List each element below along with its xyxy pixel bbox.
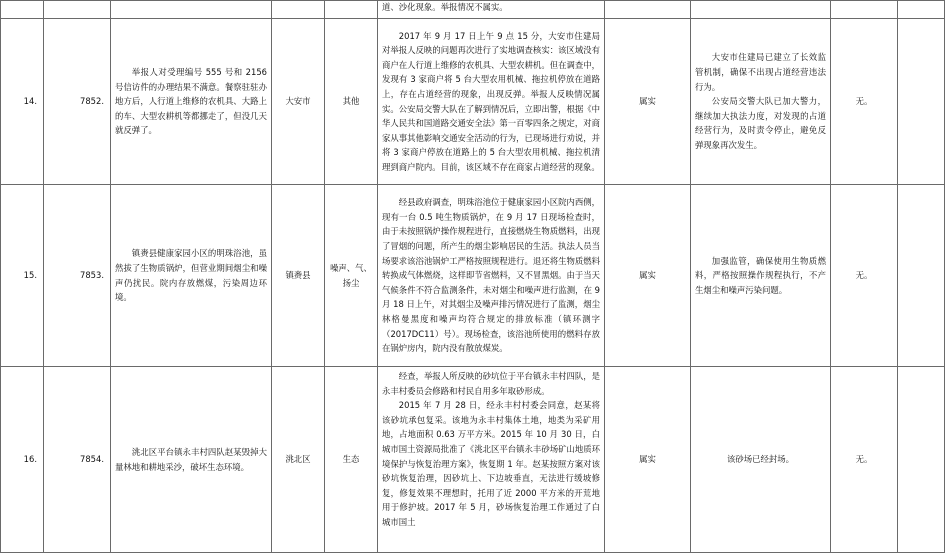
city-cell bbox=[272, 1, 325, 19]
investigation-tail: 道、沙化现象。举报情况不属实。 bbox=[382, 2, 508, 12]
city-cell: 洮北区 bbox=[272, 367, 325, 553]
measure-text: 公安局交警大队已加大警力，继续加大执法力度，对发现的占道经营行为，及时责令停止，避免反弹现象再次发生。 bbox=[695, 96, 826, 150]
measures-cell bbox=[691, 367, 831, 553]
investigation-cell bbox=[378, 367, 605, 553]
table-row bbox=[1, 19, 945, 185]
extra-cell bbox=[898, 1, 945, 19]
complaint-cell bbox=[111, 367, 272, 553]
truth-cell: 属实 bbox=[605, 367, 691, 553]
id-cell: 7854. bbox=[44, 367, 111, 553]
investigation-text: 经县政府调查，明珠浴池位于健康家园小区院内西侧，现有一台 0.5 吨生物质锅炉，在 9 月 17 日现场检查时，由于未按照锅炉操作规程进行，直接燃烧生物质燃料，出现了冒烟的问题，所产生的烟尘影响居民的生活。执法人员当场要求该浴池锅炉工严格按照规程进行。退还将生物质燃料转换成气体燃烧，这样即节省燃料，又不冒黑烟。由于当天气候条件不符合监测条件，未对烟尘和噪声进行监测，在 9 月 18 日上午，对其烟尘及噪声排污情况进行了监测，烟尘林格曼黑度和噪声均符合规定的排放标准（镇环测字（2017DC11）号）。现场检查，该浴池所使用的燃料存放在锅炉房内，院内没有散放煤炭。 bbox=[382, 197, 600, 354]
table-row-top bbox=[1, 1, 945, 19]
category-cell bbox=[325, 1, 378, 19]
investigation-cell bbox=[378, 185, 605, 367]
table-row bbox=[1, 367, 945, 553]
measures-cell bbox=[691, 185, 831, 367]
truth-cell: 属实 bbox=[605, 19, 691, 185]
measures-cell bbox=[691, 1, 831, 19]
category-cell: 噪声、气、扬尘 bbox=[325, 185, 378, 367]
complaint-cell bbox=[111, 19, 272, 185]
investigation-text: 2015 年 7 月 28 日，经永丰村村委会同意，赵某将该砂坑承包复采。该地为永丰村集体土地，地类为采矿用地，占地面积 0.63 万平方米。2015 年 10 月 30 日，白城市国土资源局批准了《洮北区平台镇永丰砂场矿山地质环境保护与恢复治理方案》，恢复期 1 年。赵某按照方案对该砂坑恢复治理，因砂坑上、下边坡垂直，无法进行缓坡修复，修复效果不理想时，托用了近 2000 平方米的开荒地用于修护坡。2017 年 5 月，砂场恢复治理工作通过了白城市国土 bbox=[382, 400, 600, 527]
seq-cell: 15. bbox=[1, 185, 44, 367]
extra-cell bbox=[898, 185, 945, 367]
accountability-cell: 无。 bbox=[831, 19, 898, 185]
investigation-text: 2017 年 9 月 17 日上午 9 点 15 分，大安市住建局对举报人反映的问题再次进行了实地调查核实：该区域没有商户在人行道上维修的农机具、大型农耕机。但在调查中，发现有 3 家商户将 5 台大型农用机械、拖拉机停放在道路上，存在占道经营的现象，出现反弹。举报人反映情况属实。公安局交警大队在了解到情况后，立即出警，根据《中华人民共和国道路交通安全法》第一百零四条之规定，对商家从事其他影响交通安全活动的行为，已现场进行劝说，并将 3 家商户停放在道路上的 5 台大型农用机械、拖拉机清理到商户院内。目前，该区域不存在商家占道经营的现象。 bbox=[382, 30, 600, 172]
seq-cell: 14. bbox=[1, 19, 44, 185]
measures-cell bbox=[691, 19, 831, 185]
investigation-cell bbox=[378, 1, 605, 19]
complaint-text: 举报人对受理编号 555 号和 2156 号信访件的办理结果不满意。餐察驻驻办地方后，人行道上维修的农机具、大路上的车、大型农耕机等都挪走了，但没几天就反弹了。 bbox=[115, 67, 267, 136]
city-cell: 镇赉县 bbox=[272, 185, 325, 367]
category-cell: 生态 bbox=[325, 367, 378, 553]
investigation-text: 经查，举报人所反映的砂坑位于平台镇永丰村四队，是永丰村委员会修路和村民自用多年取砂形成。 bbox=[382, 371, 600, 396]
measure-text: 加强监管，确保使用生物质燃料，严格按照操作规程执行，不产生烟尘和噪声污染问题。 bbox=[695, 255, 826, 295]
complaint-cell bbox=[111, 185, 272, 367]
id-cell: 7853. bbox=[44, 185, 111, 367]
complaint-text: 洮北区平台镇永丰村四队赵某毁掉大量林地和耕地采沙，破坏生态环境。 bbox=[115, 446, 267, 472]
accountability-cell: 无。 bbox=[831, 185, 898, 367]
extra-cell bbox=[898, 19, 945, 185]
extra-cell bbox=[898, 367, 945, 553]
seq-cell bbox=[1, 1, 44, 19]
complaint-cell bbox=[111, 1, 272, 19]
accountability-cell: 无。 bbox=[831, 367, 898, 553]
measure-text: 大安市住建局已建立了长效监管机制，确保不出现占道经营违法行为。 bbox=[695, 52, 826, 92]
truth-cell: 属实 bbox=[605, 185, 691, 367]
id-cell: 7852. bbox=[44, 19, 111, 185]
id-cell bbox=[44, 1, 111, 19]
seq-cell: 16. bbox=[1, 367, 44, 553]
complaint-text: 镇赉县健康家园小区的明珠浴池，虽然拔了生物质锅炉，但营业期间烟尘和噪声仍扰民。院内存放燃煤，污染周边环境。 bbox=[115, 248, 267, 303]
measure-text: 该砂场已经封场。 bbox=[727, 454, 794, 465]
category-cell: 其他 bbox=[325, 19, 378, 185]
city-cell: 大安市 bbox=[272, 19, 325, 185]
truth-cell bbox=[605, 1, 691, 19]
accountability-cell bbox=[831, 1, 898, 19]
investigation-cell bbox=[378, 19, 605, 185]
table-row bbox=[1, 185, 945, 367]
